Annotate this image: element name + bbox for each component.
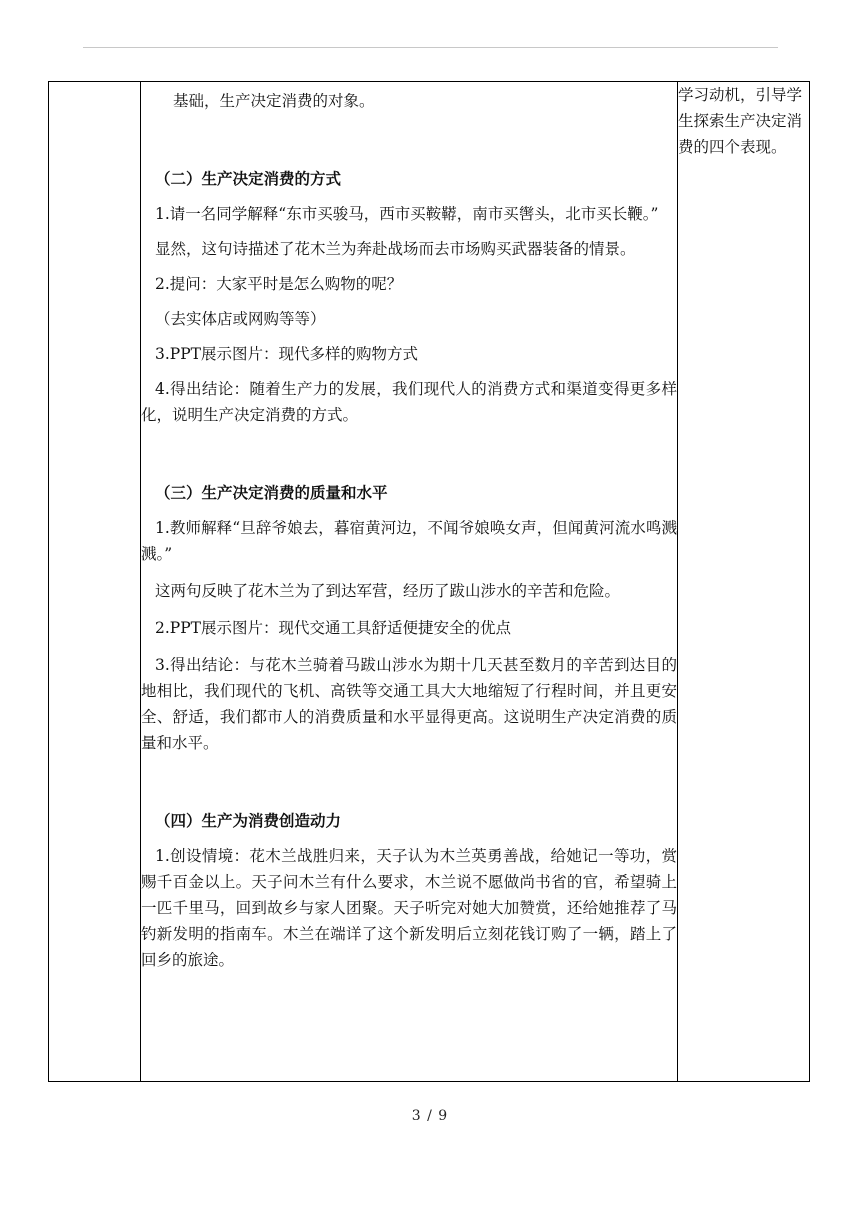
- header-rule: [83, 47, 778, 48]
- section-2-step-3: 3.PPT展示图片：现代多样的购物方式: [155, 345, 418, 363]
- section-3-step-1: 1.教师解释“旦辞爷娘去，暮宿黄河边，不闻爷娘唤女声，但闻黄河流水鸣溅溅。”: [141, 519, 677, 563]
- design-intent-cell: [678, 82, 810, 1082]
- table-row: [49, 82, 810, 1082]
- section-3-conclusion: 3.得出结论：与花木兰骑着马跋山涉水为期十几天甚至数月的辛苦到达目的地相比，我们现代的飞机、高铁等交通工具大大地缩短了行程时间，并且更安全、舒适，我们都市人的消费质量和水平显得更高。这说明生产决定消费的质量和水平。: [141, 656, 677, 752]
- intro-text: 基础，生产决定消费的对象。: [173, 92, 375, 110]
- section-3-heading: （三）生产决定消费的质量和水平: [155, 483, 388, 502]
- section-2-heading: （二）生产决定消费的方式: [155, 169, 342, 188]
- teaching-content-cell: [141, 82, 678, 1082]
- section-2-step-1: 1.请一名同学解释“东市买骏马，西市买鞍鞯，南市买辔头，北市买长鞭。”: [155, 205, 659, 223]
- section-2-step-2: 2.提问：大家平时是怎么购物的呢？: [155, 275, 403, 293]
- section-4-heading: （四）生产为消费创造动力: [155, 811, 342, 830]
- section-4-scenario: 1.创设情境：花木兰战胜归来，天子认为木兰英勇善战，给她记一等功，赏赐千百金以上。天子问木兰有什么要求，木兰说不愿做尚书省的官，希望骑上一匹千里马，回到故乡与家人团聚。天子听完对她大加赞赏，还给她推荐了马钓新发明的指南车。木兰在端详了这个新发明后立刻花钱订购了一辆，踏上了回乡的旅途。: [141, 847, 677, 969]
- section-2-answer: （去实体店或网购等等）: [155, 310, 326, 328]
- section-3-step-2: 2.PPT展示图片：现代交通工具舒适便捷安全的优点: [155, 619, 511, 637]
- lesson-plan-table: [48, 81, 810, 1082]
- section-3-explanation: 这两句反映了花木兰为了到达军营，经历了跋山涉水的辛苦和危险。: [155, 582, 621, 600]
- section-2-conclusion: 4.得出结论：随着生产力的发展，我们现代人的消费方式和渠道变得更多样化，说明生产决定消费的方式。: [141, 380, 677, 424]
- design-intent-text: 学习动机，引导学生探索生产决定消费的四个表现。: [678, 86, 803, 156]
- page-number: 3 / 9: [411, 1108, 449, 1124]
- section-2-explanation: 显然，这句诗描述了花木兰为奔赴战场而去市场购买武器装备的情景。: [155, 240, 636, 258]
- empty-first-column-cell: [49, 82, 141, 1082]
